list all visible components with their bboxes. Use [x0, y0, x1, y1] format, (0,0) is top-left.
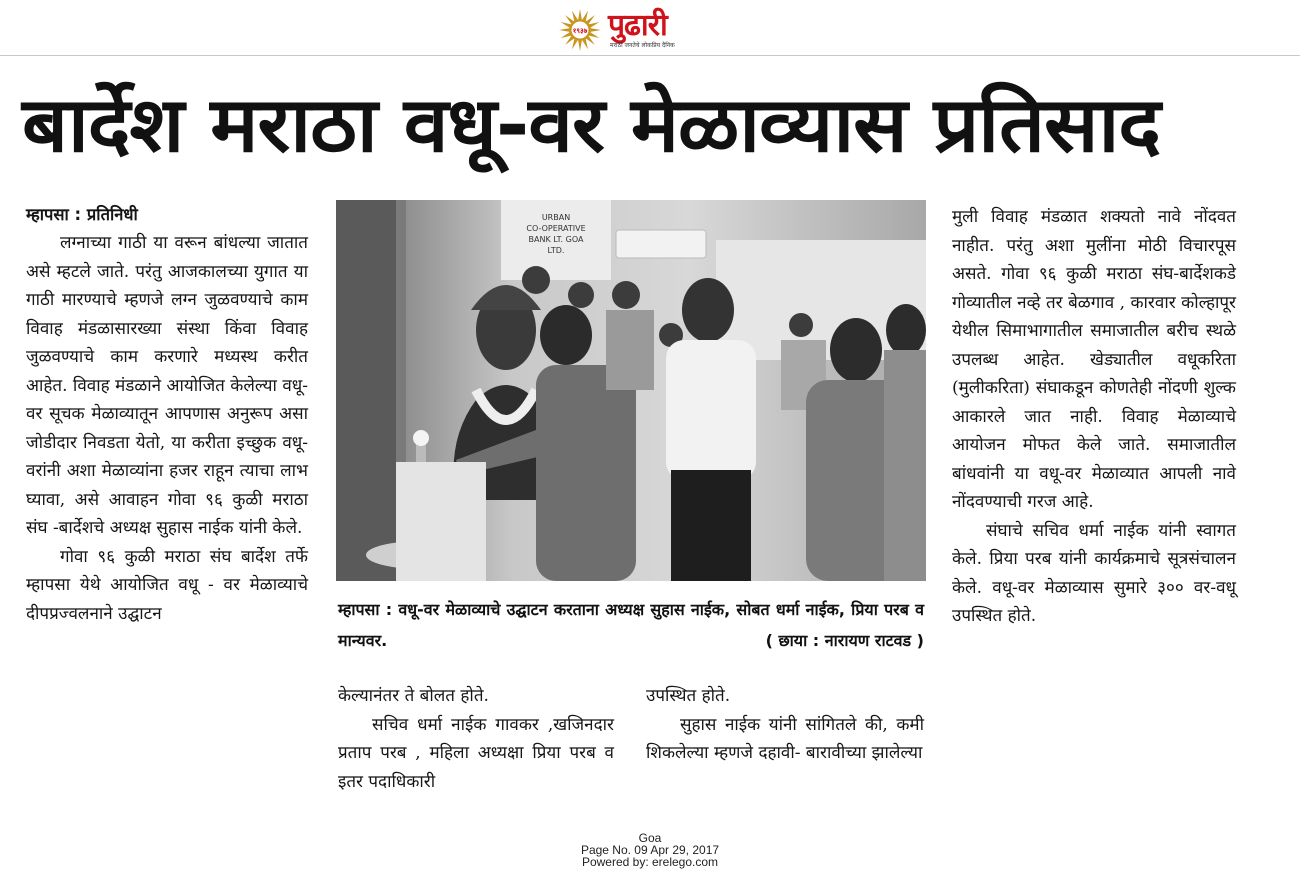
article-column-middle-1 — [338, 682, 614, 796]
emblem-year: १९३७ — [572, 27, 588, 35]
page-footer — [0, 832, 1300, 868]
footer-edition: Goa — [638, 831, 662, 845]
sun-ray — [559, 28, 569, 32]
sun-emblem-icon — [558, 8, 602, 52]
article-headline: बार्देश मराठा वधू-वर मेळाव्यास प्रतिसाद — [22, 80, 1160, 169]
masthead-divider — [0, 55, 1300, 56]
photo-credit: ( छाया : नारायण राटवड ) — [765, 631, 924, 650]
article-paragraph: मुली विवाह मंडळात शक्यतो नावे नोंदवत नाहीत. परंतु अशा मुलींना मोठी विचारपूस असते. गोवा ९६ कुळी मराठा संघ-बार्देशकडे गोव्यातील नव्हे तर बेळगाव , कारवार कोल्हापूर येथील सिमाभागातील समाजातील बरीच स्थळे उपलब्ध आहेत. खेड्यातील वधूकरिता (मुलीकरिता) संघाकडून कोणतेही नोंदणी शुल्क आकारले जात नाही. विवाह मेळाव्याचे आयोजन मोफत केले जाते. समाजातील बांधवांनी या वधू-वर मेळाव्यात आपली नावे नोंदवण्याची गरज आहे. — [952, 207, 1236, 512]
footer-page-date: Page No. 09 Apr 29, 2017 — [580, 843, 720, 857]
sun-ray — [578, 41, 582, 51]
newspaper-logo[interactable] — [558, 8, 675, 52]
article-column-middle-2 — [646, 682, 924, 768]
article-byline: म्हापसा : प्रतिनिधी — [26, 205, 138, 224]
logo-tagline: मराठी जनतेचे लोकप्रिय दैनिक — [610, 42, 675, 49]
article-column-right — [952, 203, 1236, 631]
article-column-left — [26, 203, 308, 628]
svg-text:LTD.: LTD. — [547, 246, 565, 255]
article-paragraph: सुहास नाईक यांनी सांगितले की, कमी शिकलेल्या म्हणजे दहावी- बारावीच्या झालेल्या — [646, 714, 924, 763]
sun-ray — [589, 22, 599, 27]
svg-text:URBAN: URBAN — [541, 213, 571, 222]
sun-ray — [586, 15, 594, 23]
sun-ray — [591, 28, 601, 32]
photo-caption — [338, 594, 924, 656]
sun-ray — [565, 15, 573, 23]
article-paragraph: केल्यानंतर ते बोलत होते. — [338, 686, 489, 706]
sun-ray — [561, 33, 571, 38]
sun-ray — [578, 9, 582, 19]
sun-ray — [561, 22, 571, 27]
footer-powered-by[interactable]: Powered by: erelego.com — [581, 855, 719, 869]
photo-icon — [336, 200, 926, 581]
article-paragraph: उपस्थित होते. — [646, 686, 731, 706]
sun-ray — [565, 36, 573, 44]
article-paragraph: सचिव धर्मा नाईक गावकर ,खजिनदार प्रताप परब , महिला अध्यक्षा प्रिया परब व इतर पदाधिकारी — [338, 714, 614, 792]
masthead — [0, 0, 1300, 54]
photo-caption-text: म्हापसा : वधू-वर मेळाव्याचे उद्घाटन करताना अध्यक्ष सुहास नाईक, सोबत धर्मा नाईक, प्रिया परब व मान्यवर. — [338, 600, 924, 650]
logo-name: पुढारी — [608, 8, 667, 43]
svg-text:BANK LT. GOA: BANK LT. GOA — [528, 235, 584, 244]
article-photo — [336, 200, 926, 581]
sun-ray — [572, 11, 577, 21]
article-paragraph: गोवा ९६ कुळी मराठा संघ बार्देश तर्फे म्हापसा येथे आयोजित वधू - वर मेळाव्याचे दीपप्रज्वलनाने उद्घाटन — [26, 546, 308, 624]
article-paragraph: संघाचे सचिव धर्मा नाईक यांनी स्वागत केले. प्रिया परब यांनी कार्यक्रमाचे सूत्रसंचालन केले. वधू-वर मेळाव्यास सुमारे ३०० वर-वधू उपस्थित होते. — [952, 520, 1236, 626]
sun-ray — [589, 33, 599, 38]
article-paragraph: लग्नाच्या गाठी या वरून बांधल्या जातात असे म्हटले जाते. परंतु आजकालच्या युगात या गाठी मारण्याचे म्हणजे लग्न जुळवण्याचे काम विवाह मंडळासारख्या संस्था किंवा विवाह जुळवण्याचे काम करणारे मध्यस्थ करीत आहेत. विवाह मंडळाने आयोजित केलेल्या वधू-वर सूचक मेळाव्यातून आपणास अनुरूप असा जोडीदार निवडता येतो, या करीता इच्छुक वधू-वरांनी अशा मेळाव्यांना हजर राहून त्याचा लाभ घ्यावा, असे आवाहन गोवा ९६ कुळी मराठा संघ -बार्देशचे अध्यक्ष सुहास नाईक यांनी केले. — [26, 233, 308, 538]
sun-ray — [586, 36, 594, 44]
sun-ray — [583, 11, 588, 21]
svg-text:CO-OPERATIVE: CO-OPERATIVE — [526, 224, 586, 233]
sun-ray — [572, 39, 577, 49]
sun-ray — [583, 39, 588, 49]
